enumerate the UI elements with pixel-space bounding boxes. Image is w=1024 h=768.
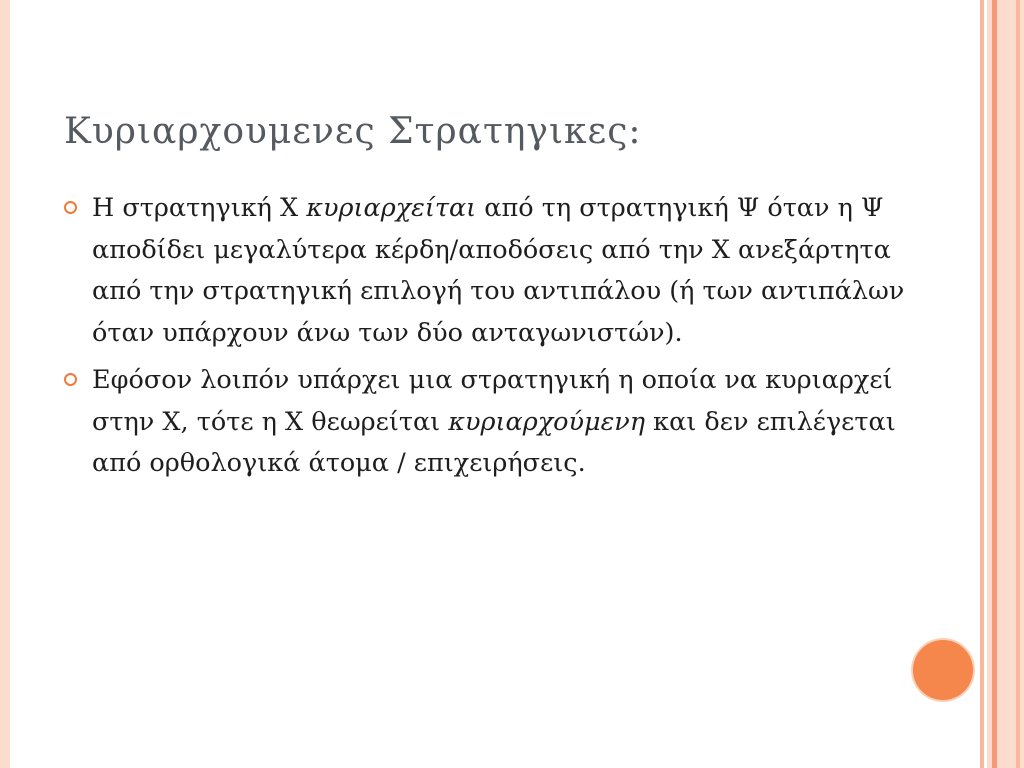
- bullet-text-emphasis: κυριαρχείται: [306, 193, 477, 223]
- slide-title: Κυριαρχουμενες Στρατηγικες:: [64, 111, 642, 152]
- bullet-text-emphasis: κυριαρχούμενη: [448, 406, 646, 437]
- left-border-stripe: [0, 0, 10, 768]
- bullet-item-dominated-conclusion: [62, 360, 922, 485]
- decorative-circle: [913, 640, 973, 700]
- bullet-ring-icon: [64, 201, 77, 214]
- bullet-text-pre: Η στρατηγική Χ: [92, 193, 307, 223]
- bullet-ring-icon: [64, 373, 77, 386]
- right-decorative-stripes: [976, 0, 1024, 768]
- bullet-list: [62, 188, 922, 491]
- bullet-item-dominated-definition: [62, 188, 922, 354]
- bullet-text-post: και δεν επιλέγεται από ορθολογικά άτομα / επιχειρήσεις.: [92, 406, 896, 478]
- bullet-text-pre: Εφόσον λοιπόν υπάρχει μια στρατηγική η οποία να κυριαρχεί στην Χ, τότε η Χ θεωρείται: [92, 365, 893, 437]
- bullet-text-post: από τη στρατηγική Ψ όταν η Ψ αποδίδει μεγαλύτερα κέρδη/αποδόσεις από την Χ ανεξάρτητα από την στρατηγική επιλογή του αντιπάλου (ή των αντιπάλων όταν υπάρχουν άνω των δύο ανταγωνιστών).: [92, 193, 905, 348]
